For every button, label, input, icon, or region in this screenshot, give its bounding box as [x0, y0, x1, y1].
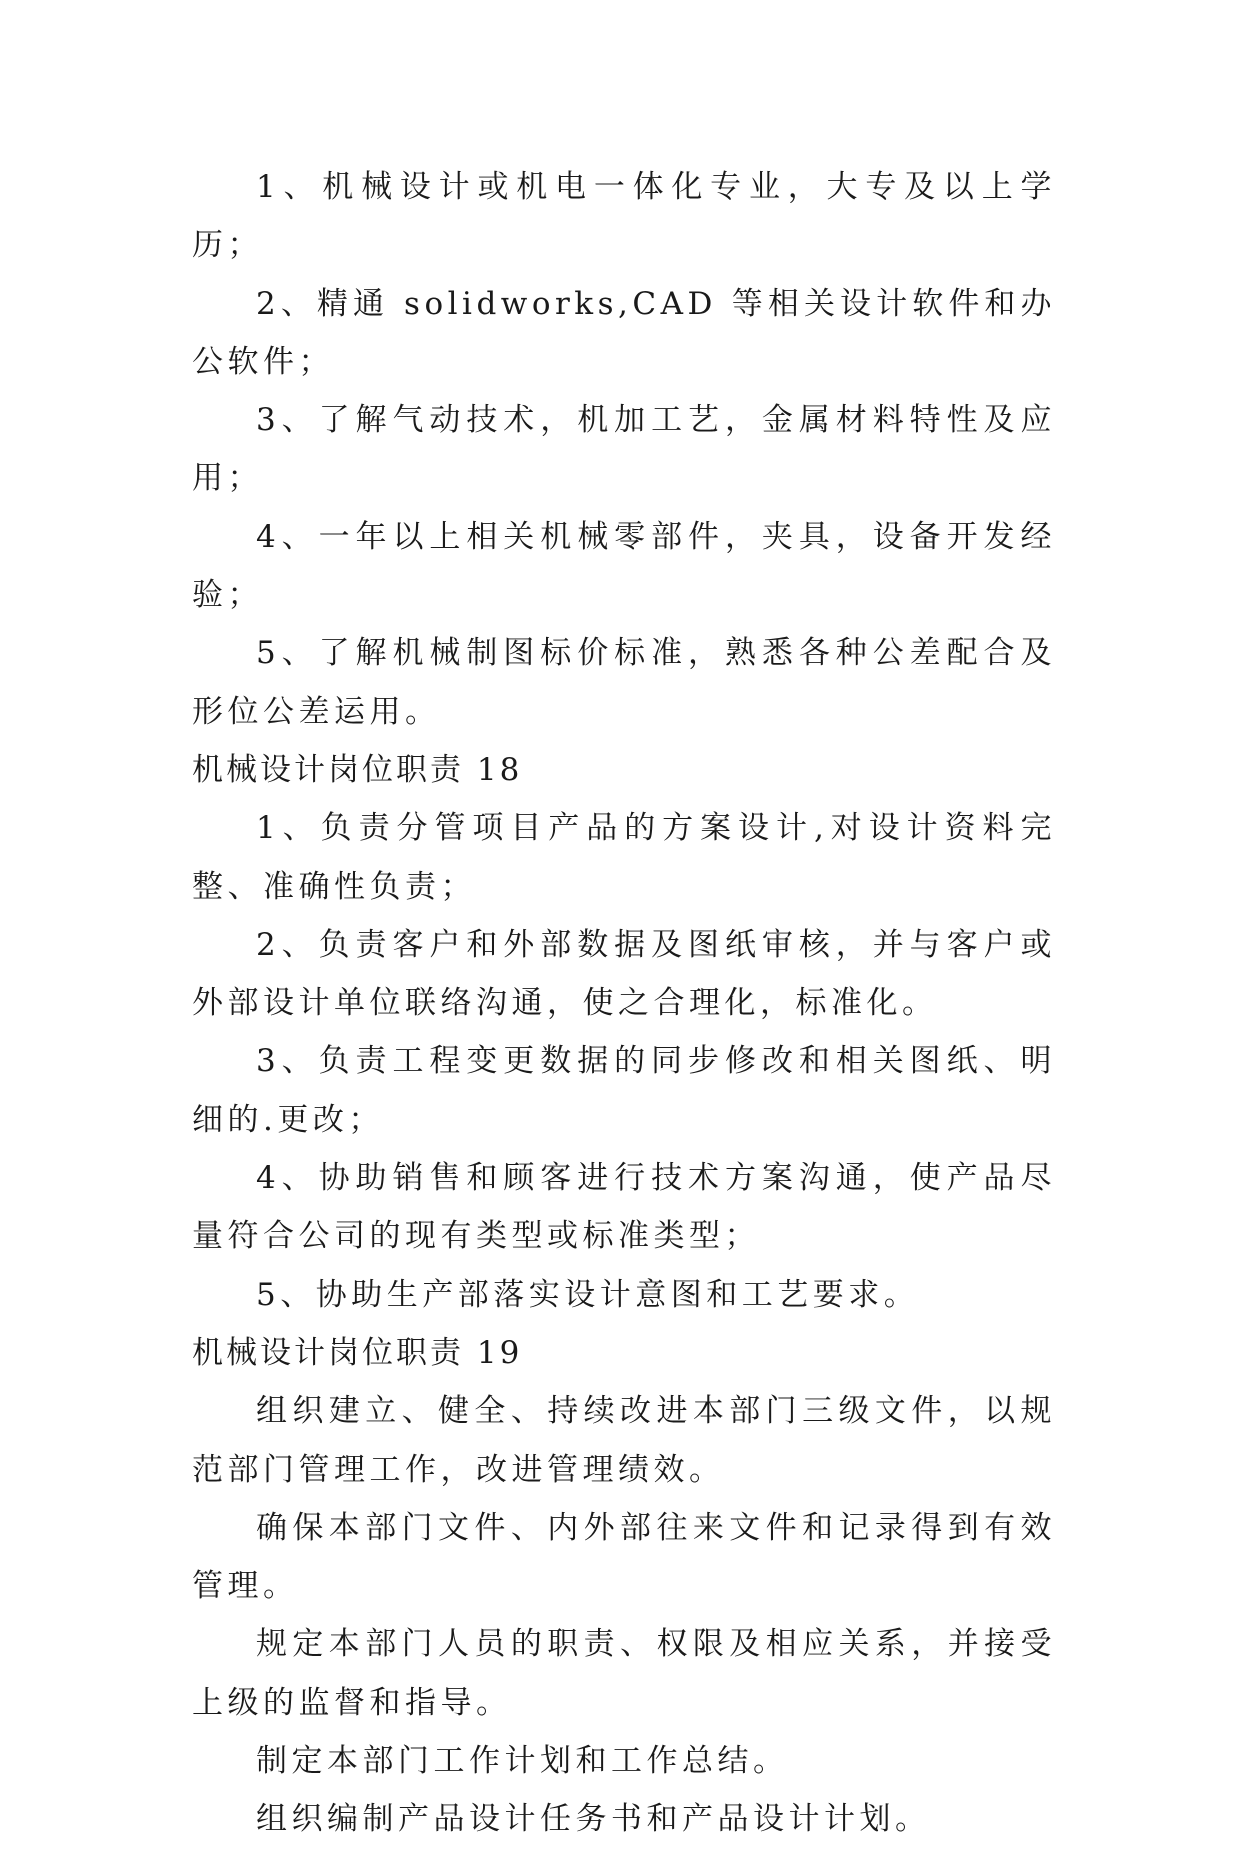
paragraph: 确保本部门文件、内外部往来文件和记录得到有效管理。 [192, 1509, 1056, 1605]
paragraph: 组织编制产品设计任务书和产品设计计划。 [256, 1801, 931, 1838]
paragraph: 制定本部门工作计划和工作总结。 [256, 1743, 789, 1780]
section-heading: 机械设计岗位职责 19 [192, 1334, 523, 1371]
paragraph: 3、了解气动技术，机加工艺，金属材料特性及应用； [192, 402, 1056, 497]
paragraph: 1、负责分管项目产品的方案设计,对设计资料完整、准确性负责； [192, 810, 1056, 905]
paragraph: 3、负责工程变更数据的同步修改和相关图纸、明细的.更改； [192, 1043, 1056, 1138]
paragraph: 2、负责客户和外部数据及图纸审核，并与客户或外部设计单位联络沟通，使之合理化，标准化。 [192, 926, 1056, 1022]
document-body [192, 158, 1056, 1849]
paragraph: 4、一年以上相关机械零部件，夹具，设备开发经验； [192, 518, 1056, 614]
paragraph: 4、协助销售和顾客进行技术方案沟通，使产品尽量符合公司的现有类型或标准类型； [192, 1160, 1056, 1255]
paragraph: 规定本部门人员的职责、权限及相应关系，并接受上级的监督和指导。 [192, 1626, 1056, 1721]
paragraph: 组织建立、健全、持续改进本部门三级文件，以规范部门管理工作，改进管理绩效。 [192, 1393, 1056, 1488]
section-heading: 机械设计岗位职责 18 [192, 751, 523, 788]
paragraph: 1、机械设计或机电一体化专业，大专及以上学历； [192, 169, 1056, 264]
paragraph: 5、协助生产部落实设计意图和工艺要求。 [256, 1276, 920, 1313]
paragraph: 5、了解机械制图标价标准，熟悉各种公差配合及形位公差运用。 [192, 635, 1056, 730]
paragraph: 2、精通 solidworks,CAD 等相关设计软件和办公软件； [192, 285, 1056, 380]
